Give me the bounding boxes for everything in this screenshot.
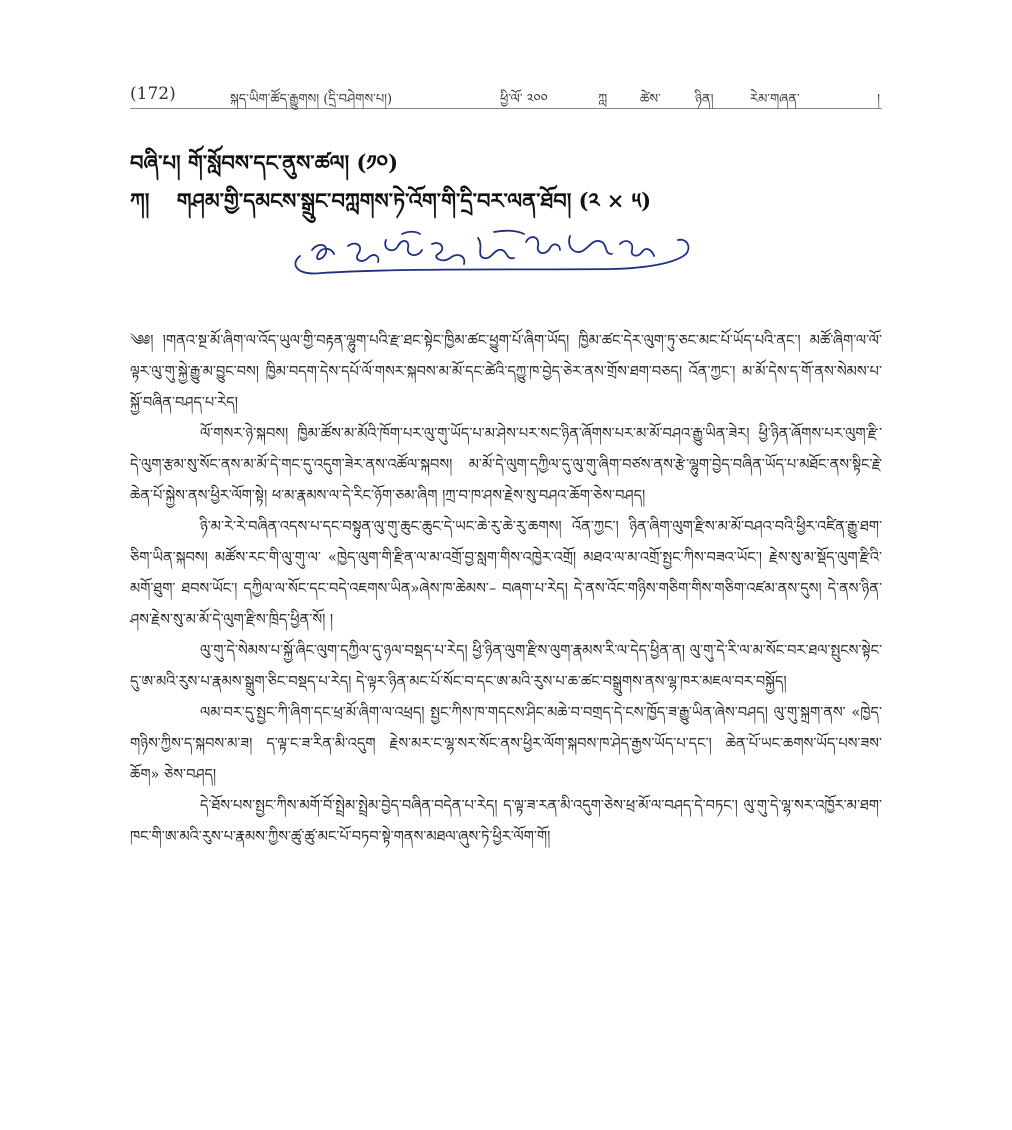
paragraph-4: ལུ་གུ་དེ་སེམས་པ་སྐྱོ་ཞིང་ལུག་དཀྱིལ་དུ་ཉལ་བསྡད་པ་རེད། ཕྱི་ཉིན་ལུག་རྫིས་ལུག་རྣམས་རི་ལ་དེད་ཕྱིན་ན། ལུ་གུ་དེ་རི་ལ་མ་སོང་བར་ཐལ་སྤུངས་སྟེང་དུ་ཨ་མའི་རུས་པ་རྣམས་སྒྲུག་ཅིང་བསྡད་པ་རེད། དེ་ལྟར་ཉིན་མང་པོ་སོང་བ་དང་ཨ་མའི་རུས་པ་ཆ་ཚང་བསྒྲུགས་ནས་ལྷ་ཁར་མཇལ་བར་བསྐྱོད།	[130, 643, 882, 690]
subsection-number: ཀ།	[130, 188, 150, 213]
paragraph-2: ལོ་གསར་ཉེ་སྐབས། ཁྱིམ་ཚོས་མ་མོའི་ཁོག་པར་ལུ་གུ་ཡོད་པ་མ་ཤེས་པར་སང་ཉིན་ཞོགས་པར་མ་མོ་བཤའ་རྒྱུ་ཡིན་ཟེར། ཕྱི་ཉིན་ཞོགས་པར་ལུག་རྫི་དེ་ལུག་རྩམ་སུ་སོང་ནས་མ་མོ་དེ་གང་དུ་འདུག་ཟེར་ནས་འཚོལ་སྐབས། མ་མོ་དེ་ལུག་དཀྱིལ་དུ་ལུ་གུ་ཞིག་བཙས་ནས་རྩེ་ལྷུག་བྱེད་བཞིན་ཡོད་པ་མཐོང་ནས་སྟིང་རྗེ་ཆེན་པོ་སྐྱེས་ནས་ཕྱིར་ལོག་སྟེ། ཕ་མ་རྣམས་ལ་དེ་རིང་ཉོག་ཅམ་ཞིག །ཀྲ་བ་ཁ་ཤས་རྗེས་སུ་བཤའ་ཆོག་ཅེས་བཤད།	[130, 426, 882, 504]
paragraph-6: དེ་ཐོས་པས་སྤྱང་ཀིས་མགོ་བོ་སྤྲེམ་སྤྲེམ་བྱེད་བཞིན་བདེན་པ་རེད། ད་ལྟ་ཟ་རན་མི་འདུག་ཅེས་ཕྲ་མོ་ལ་བཤད་དེ་བཏང་། ལུ་གུ་དེ་ལྷ་སར་འཁྱོར་མ་ཐག་ཁང་གི་ཨ་མའི་རུས་པ་རྣམས་ཀྱིས་ཚུ་ཚུ་མང་པོ་བཏབ་སྟེ་གནས་མཐལ་ཞུས་ཏེ་ཕྱིར་ལོག་གོ།	[130, 798, 882, 845]
header-year: ཕྱི་ལོ་ ༢༠༠	[500, 92, 548, 107]
paragraph-5: ལམ་བར་དུ་སྤྱང་ཀི་ཞིག་དང་ཕྲ་མོ་ཞིག་ལ་འཕྲད། སྤྱང་ཀིས་ཁ་གདངས་ཤིང་མཆེ་བ་བགྲད་དེ་ངས་ཁྱོད་ཟ་རྒྱུ་ཡིན་ཞེས་བཤད། ལུ་གུ་སྐྲག་ནས་ «ཁྱེད་གཉིས་ཀྱིས་ད་སྐབས་མ་ཟ། ད་ལྟ་ང་ཟ་རིན་མི་འདུག རྗེས་མར་ང་ལྷ་སར་སོང་ནས་ཕྱིར་ལོག་སྐབས་ཁ་ཤེད་རྒྱས་ཡོད་པ་དང་། ཆེན་པོ་ཡང་ཆགས་ཡོད་པས་ཟས་ཆོག» ཅེས་བཤད།	[130, 705, 882, 783]
calligraphy-story-title	[282, 226, 702, 288]
paragraph-1: ༄༅། །གནའ་སྔ་མོ་ཞིག་ལ་འོད་ཡུལ་གྱི་བརྟན་ལྷུག་པའི་རྫ་ཐང་སྟེང་ཁྱིམ་ཚང་ཕྱུག་པོ་ཞིག་ཡོད། ཁྱིམ་ཚང་དེར་ལུག་ཏུ་ཅང་མང་པོ་ཡོད་པའི་ནང་། མཚོ་ཞིག་ལ་ལོ་ལྟར་ལུ་གུ་སྐྱེ་རྒྱུ་མ་བྱུང་བས། ཁྱིམ་བདག་དེས་དཔོ་ལོ་གསར་སྐབས་མ་མོ་དང་ཚེའི་དཀྱུ་ཁ་བྱེད་ཅེར་ནས་གྲོས་ཐག་བཅད། འོན་ཀྱང་། མ་མོ་དེས་ད་གོ་ནས་སེམས་པ་སྐྱོ་བཞིན་བཤད་པ་རེད།	[130, 333, 882, 411]
calligraphy-title-drawing	[282, 226, 702, 284]
header-ordinal: ཉིན།	[695, 92, 714, 107]
subsection-title: གཤམ་གྱི་དམངས་སྒྲུང་བཀླགས་ཏེ་འོག་གི་དྲི་བར་ལན་ཐོབ། (༢ × ༥)	[176, 188, 652, 213]
page-number: (172)	[130, 84, 176, 104]
header-bracket: ཀླ	[598, 92, 608, 107]
paragraph-3: ཉི་མ་རེ་རེ་བཞིན་འདས་པ་དང་བསྟུན་ལུ་གུ་ཆུང་ཆུང་དེ་ཡང་ཆེ་རུ་ཆེ་རུ་ཆགས། འོན་ཀྱང་། ཉིན་ཞིག་ལུག་རྫིས་མ་མོ་བཤའ་བའི་ཕྱིར་འཛིན་རྒྱུ་ཐག་ཅིག་ཡིན་སྐབས། མཚོས་རང་གི་ལུ་གུ་ལ་ «ཁྱེད་ལུག་གི་རྫིན་ལ་མ་འགྲོ་བྱ་སླག་གིས་འཁྱེར་འགྲོ། མཐའ་ལ་མ་འགྲོ་སྤྱང་ཀིས་བཟའ་ཡོང་། རྗེས་སུ་མ་སྡོད་ལུག་རྫིའི་མགོ་ཐུག་ ཐབས་ཡོང་། དཀྱིལ་ལ་སོང་དང་བདེ་འཇགས་ཡིན»ཞེས་ཁ་ཆེམས་– བཞག་པ་རེད། དེ་ནས་འོང་གཉིས་གཅིག་གིས་གཅིག་འཛམ་ནས་དུས། དེ་ནས་ཉིན་ཤས་རྗེས་སུ་མ་མོ་དེ་ལུག་རྫིས་ཁྲིད་ཕྱིན་སོ། །	[130, 519, 882, 628]
header-genre: རེམ་གཞན་	[750, 92, 800, 107]
header-end-mark: །	[877, 92, 880, 107]
running-header	[130, 78, 882, 109]
header-issue: ཚེས་	[640, 92, 661, 107]
header-book-title: སྐད་ཡིག་ཚོད་རྒྱུགས། (དྲི་བཤེགས་པ།)	[230, 92, 393, 107]
section-title: བཞི་པ། གོ་སློབས་དང་ནུས་ཚལ། (༡༠)	[130, 150, 399, 175]
story-body	[130, 326, 882, 853]
